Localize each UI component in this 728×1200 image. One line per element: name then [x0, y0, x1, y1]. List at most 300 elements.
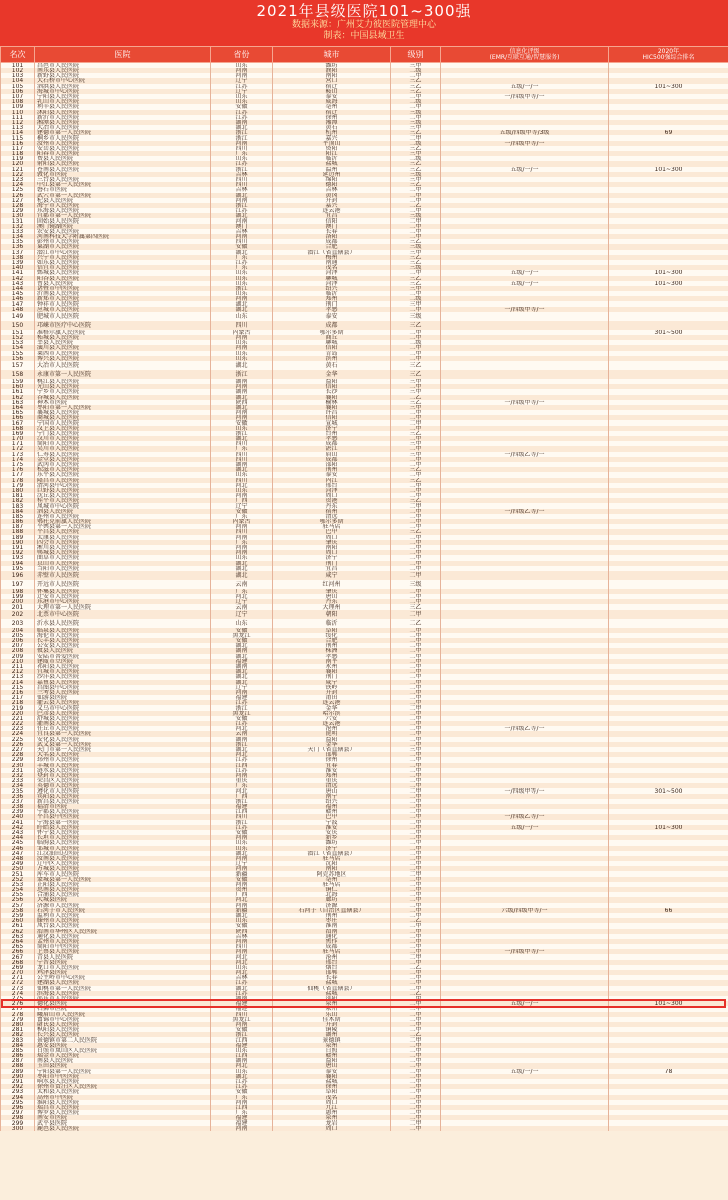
hospital-cell: 天门市第一人民医院: [35, 747, 211, 752]
city-cell: 聊城: [273, 340, 391, 345]
hospital-cell: 库车市人民医院: [35, 871, 211, 876]
city-cell: 淮南: [273, 923, 391, 928]
province-cell: 江苏: [211, 991, 273, 996]
level-cell: 二级: [391, 296, 441, 301]
rank-cell: 160: [1, 384, 35, 389]
hospital-cell: 武义县第一人民医院: [35, 742, 211, 747]
city-cell: 襄阳: [273, 395, 391, 400]
province-cell: 安徽: [211, 628, 273, 633]
level-cell: 二甲: [391, 737, 441, 742]
province-cell: 河南: [211, 1022, 273, 1027]
level-cell: 三级: [391, 265, 441, 270]
level-cell: 二甲: [391, 1037, 441, 1042]
city-cell: 丹东: [273, 599, 391, 604]
hic-rank-cell: [609, 361, 728, 370]
province-cell: 陕西: [211, 929, 273, 934]
hospital-cell: 海宁市人民医院: [35, 203, 211, 208]
rank-cell: 143: [1, 281, 35, 286]
province-cell: 安徽: [211, 877, 273, 882]
province-cell: 江苏: [211, 825, 273, 830]
province-cell: 辽宁: [211, 599, 273, 604]
city-cell: 宿州: [273, 509, 391, 514]
city-cell: 驻马店: [273, 524, 391, 529]
hospital-cell: 敦化市医院: [35, 172, 211, 177]
level-cell: 二甲: [391, 410, 441, 415]
hospital-cell: 金堂县人民医院: [35, 457, 211, 462]
city-cell: 南通: [273, 260, 391, 265]
rank-cell: 262: [1, 929, 35, 934]
city-cell: 湘潭: [273, 120, 391, 125]
province-cell: 河北: [211, 970, 273, 975]
rank-cell: 138: [1, 255, 35, 260]
rank-cell: 104: [1, 78, 35, 83]
it-rating-cell: [441, 619, 609, 628]
hospital-cell: 曹县人民医院: [35, 281, 211, 286]
hospital-cell: 京山市人民医院: [35, 561, 211, 566]
province-cell: 河南: [211, 866, 273, 871]
rank-cell: 121: [1, 167, 35, 172]
level-cell: 二甲: [391, 1105, 441, 1110]
province-cell: 山东: [211, 340, 273, 345]
level-cell: 二甲: [391, 1063, 441, 1068]
hospital-cell: 方城县人民医院: [35, 866, 211, 871]
rank-cell: 112: [1, 120, 35, 125]
hospital-cell: 杞县人民医院: [35, 198, 211, 203]
province-cell: 四川: [211, 944, 273, 949]
province-cell: 河北: [211, 752, 273, 757]
rank-cell: 163: [1, 400, 35, 405]
level-cell: 二甲: [391, 851, 441, 856]
city-cell: 济源: [273, 903, 391, 908]
rank-cell: 111: [1, 115, 35, 120]
level-cell: 三乙: [391, 604, 441, 609]
city-cell: 株洲: [273, 648, 391, 653]
province-cell: 河南: [211, 535, 273, 540]
city-cell: 泉州: [273, 1043, 391, 1048]
city-cell: 宁波: [273, 820, 391, 825]
city-cell: 泉州: [273, 1001, 391, 1006]
province-cell: 四川: [211, 1012, 273, 1017]
level-cell: 三甲: [391, 379, 441, 384]
city-cell: 南阳: [273, 73, 391, 78]
level-cell: 二乙: [391, 1032, 441, 1037]
city-cell: 荆门: [273, 674, 391, 679]
province-cell: 新疆: [211, 908, 273, 913]
level-cell: 二甲: [391, 887, 441, 892]
hospital-cell: 孟州市人民医院: [35, 939, 211, 944]
level-cell: 三乙: [391, 182, 441, 187]
city-cell: 周口: [273, 550, 391, 555]
level-cell: 二甲: [391, 690, 441, 695]
rank-cell: 297: [1, 1110, 35, 1115]
it-rating-cell: 五级/一/一: [441, 1069, 609, 1074]
hospital-cell: 鄂托克前旗人民医院: [35, 519, 211, 524]
province-cell: 河南: [211, 1100, 273, 1105]
hospital-cell: 荣昌区人民医院: [35, 778, 211, 783]
level-cell: 二甲: [391, 135, 441, 140]
hospital-cell: 上蔡县人民医院: [35, 949, 211, 954]
province-cell: 河南: [211, 68, 273, 73]
rank-cell: 217: [1, 695, 35, 700]
hic-rank-cell: 101~300: [609, 167, 728, 172]
province-cell: 广西: [211, 794, 273, 799]
province-cell: 江苏: [211, 84, 273, 89]
province-cell: 安徽: [211, 830, 273, 835]
province-cell: 浙江: [211, 130, 273, 135]
city-cell: 驻马店: [273, 882, 391, 887]
rank-cell: 270: [1, 970, 35, 975]
province-cell: 河南: [211, 296, 273, 301]
province-cell: 吉林: [211, 187, 273, 192]
province-cell: 安徽: [211, 923, 273, 928]
rank-cell: 144: [1, 286, 35, 291]
rank-cell: 210: [1, 659, 35, 664]
city-cell: 通化: [273, 934, 391, 939]
province-cell: 安徽: [211, 1089, 273, 1094]
hospital-cell: 谷城县人民医院: [35, 395, 211, 400]
level-cell: 二甲: [391, 446, 441, 451]
city-cell: 黄石: [273, 361, 391, 370]
city-cell: 金华: [273, 370, 391, 379]
level-cell: 三甲: [391, 747, 441, 752]
rank-cell: 248: [1, 856, 35, 861]
level-cell: 二甲: [391, 835, 441, 840]
city-cell: 荆门: [273, 561, 391, 566]
hospital-cell: 南安市医院: [35, 1115, 211, 1120]
province-cell: 河南: [211, 882, 273, 887]
level-cell: 三级: [391, 580, 441, 589]
city-cell: 成都: [273, 944, 391, 949]
province-cell: 湖北: [211, 851, 273, 856]
hospital-cell: 辽中区人民医院: [35, 861, 211, 866]
level-cell: 三乙: [391, 467, 441, 472]
rank-cell: 200: [1, 599, 35, 604]
hospital-cell: 瑞昌市人民医院: [35, 1105, 211, 1110]
rank-cell: 218: [1, 700, 35, 705]
hospital-cell: 瑞金市人民医院: [35, 1053, 211, 1058]
city-cell: 周口: [273, 493, 391, 498]
level-cell: 二甲: [391, 773, 441, 778]
city-cell: 周口: [273, 1126, 391, 1131]
province-cell: 湖北: [211, 361, 273, 370]
province-cell: 广东: [211, 446, 273, 451]
city-cell: 襄阳: [273, 405, 391, 410]
province-cell: 江西: [211, 763, 273, 768]
province-cell: 河南: [211, 410, 273, 415]
level-cell: 二甲: [391, 897, 441, 902]
province-cell: 广东: [211, 589, 273, 594]
province-cell: 浙江: [211, 820, 273, 825]
rank-cell: 264: [1, 939, 35, 944]
hospital-cell: 正阳县人民医院: [35, 882, 211, 887]
rank-cell: 199: [1, 594, 35, 599]
level-cell: 二甲: [391, 1089, 441, 1094]
province-cell: 河北: [211, 483, 273, 488]
level-cell: 二甲: [391, 514, 441, 519]
level-cell: 二甲: [391, 633, 441, 638]
level-cell: 二级: [391, 68, 441, 73]
rank-cell: 161: [1, 389, 35, 394]
rank-cell: 284: [1, 1043, 35, 1048]
level-cell: 二甲: [391, 457, 441, 462]
city-cell: 仙桃（省直辖县）: [273, 986, 391, 991]
city-cell: 吉林: [273, 187, 391, 192]
rank-cell: 195: [1, 566, 35, 571]
level-cell: 二甲: [391, 975, 441, 980]
province-cell: 安徽: [211, 509, 273, 514]
hospital-cell: 钟祥市人民医院: [35, 301, 211, 306]
level-cell: 三甲: [391, 177, 441, 182]
city-cell: 廊坊: [273, 897, 391, 902]
city-cell: 长春: [273, 975, 391, 980]
hospital-cell: 响水县人民医院: [35, 1079, 211, 1084]
hospital-cell: 徐州市贾汪区人民医院: [35, 1084, 211, 1089]
province-cell: 山东: [211, 555, 273, 560]
hospital-cell: 邳州市人民医院: [35, 757, 211, 762]
rank-cell: 269: [1, 965, 35, 970]
rank-cell: 266: [1, 949, 35, 954]
level-cell: 二甲: [391, 783, 441, 788]
province-cell: 广东: [211, 265, 273, 270]
city-cell: 烟台: [273, 965, 391, 970]
rank-cell: 243: [1, 830, 35, 835]
province-cell: 湖北: [211, 566, 273, 571]
rank-cell: 222: [1, 721, 35, 726]
city-cell: 淮安: [273, 768, 391, 773]
level-cell: 二乙: [391, 991, 441, 996]
province-cell: 山东: [211, 351, 273, 356]
rank-cell: 187: [1, 524, 35, 529]
rank-cell: 241: [1, 820, 35, 825]
city-cell: 赣州: [273, 1053, 391, 1058]
level-cell: 二乙: [391, 203, 441, 208]
level-cell: 二甲: [391, 610, 441, 619]
city-cell: 荆州: [273, 467, 391, 472]
city-cell: 南阳: [273, 866, 391, 871]
level-cell: 二甲: [391, 594, 441, 599]
province-cell: 四川: [211, 814, 273, 819]
hospital-cell: 凤台县人民医院: [35, 923, 211, 928]
rank-cell: 182: [1, 498, 35, 503]
province-cell: 江苏: [211, 208, 273, 213]
hospital-cell: 鄄城县人民医院: [35, 270, 211, 275]
hospital-cell: 如东县人民医院: [35, 260, 211, 265]
province-cell: 江苏: [211, 700, 273, 705]
rank-cell: 298: [1, 1115, 35, 1120]
city-cell: 盐城: [273, 1079, 391, 1084]
province-cell: 河北: [211, 594, 273, 599]
rank-cell: 289: [1, 1069, 35, 1074]
city-cell: 昆明: [273, 731, 391, 736]
level-cell: 二甲: [391, 654, 441, 659]
province-cell: 河南: [211, 234, 273, 239]
it-rating-cell: [441, 370, 609, 379]
province-cell: 江苏: [211, 161, 273, 166]
rank-cell: 212: [1, 669, 35, 674]
rank-cell: 236: [1, 794, 35, 799]
province-cell: 湖北: [211, 436, 273, 441]
province-cell: 浙江: [211, 742, 273, 747]
hospital-cell: 兴宁市人民医院: [35, 255, 211, 260]
level-cell: 二甲: [391, 934, 441, 939]
province-cell: 安徽: [211, 104, 273, 109]
hospital-cell: 新野县人民医院: [35, 73, 211, 78]
province-cell: 四川: [211, 146, 273, 151]
province-cell: 湖北: [211, 986, 273, 991]
city-cell: 台州: [273, 431, 391, 436]
hospital-cell: 永康市第一人民医院: [35, 370, 211, 379]
rank-cell: 189: [1, 535, 35, 540]
rank-cell: 263: [1, 934, 35, 939]
province-cell: 福建: [211, 804, 273, 809]
rank-cell: 268: [1, 960, 35, 965]
hospital-cell: 登封市人民医院: [35, 773, 211, 778]
province-cell: 河南: [211, 903, 273, 908]
city-cell: 邢台: [273, 483, 391, 488]
city-cell: 徐州: [273, 1084, 391, 1089]
level-cell: 二甲: [391, 700, 441, 705]
level-cell: 三乙: [391, 281, 441, 286]
level-cell: 二甲: [391, 814, 441, 819]
province-cell: 湖北: [211, 561, 273, 566]
province-cell: 河南: [211, 545, 273, 550]
rank-cell: 209: [1, 654, 35, 659]
table-row: [1, 1126, 728, 1131]
level-cell: 二甲: [391, 664, 441, 669]
province-cell: 安徽: [211, 716, 273, 721]
level-cell: 二甲: [391, 1022, 441, 1027]
hospital-cell: 宜都市第一人民医院: [35, 213, 211, 218]
level-cell: 二甲: [391, 1100, 441, 1105]
hospital-cell: 费县人民医院: [35, 156, 211, 161]
province-cell: 湖北: [211, 643, 273, 648]
rank-cell: 203: [1, 619, 35, 628]
rank-cell: 207: [1, 643, 35, 648]
hospital-cell: 平舆县第一人民医院: [35, 524, 211, 529]
rank-cell: 120: [1, 161, 35, 166]
level-cell: 三乙: [391, 167, 441, 172]
province-cell: 辽宁: [211, 610, 273, 619]
hospital-cell: 简阳市中医医院: [35, 944, 211, 949]
rank-cell: 261: [1, 923, 35, 928]
hic-rank-cell: 301~500: [609, 330, 728, 335]
city-cell: 孝感: [273, 654, 391, 659]
province-cell: 河北: [211, 788, 273, 793]
hospital-cell: 北票市中心医院: [35, 610, 211, 619]
rank-cell: 239: [1, 809, 35, 814]
it-rating-cell: 一/四级甲等/一: [441, 788, 609, 793]
province-cell: 江西: [211, 809, 273, 814]
city-cell: 驻马店: [273, 949, 391, 954]
city-cell: 郑州: [273, 296, 391, 301]
province-cell: 福建: [211, 1043, 273, 1048]
province-cell: 四川: [211, 452, 273, 457]
province-cell: 河南: [211, 345, 273, 350]
level-cell: 二甲: [391, 1074, 441, 1079]
hospital-cell: 潜江市中心医院: [35, 250, 211, 255]
city-cell: 泰安: [273, 1069, 391, 1074]
rank-cell: 105: [1, 84, 35, 89]
level-cell: 二甲: [391, 488, 441, 493]
level-cell: 二甲: [391, 356, 441, 361]
level-cell: 二甲: [391, 545, 441, 550]
rank-cell: 148: [1, 307, 35, 312]
level-cell: 二甲: [391, 566, 441, 571]
hospital-cell: 监利市人民医院: [35, 913, 211, 918]
level-cell: 二甲: [391, 208, 441, 213]
hic-rank-cell: [609, 321, 728, 330]
city-cell: 温州: [273, 167, 391, 172]
city-cell: 宜昌: [273, 213, 391, 218]
hospital-cell: 沂水县人民医院: [35, 619, 211, 628]
level-cell: 二甲: [391, 944, 441, 949]
level-cell: 二甲: [391, 685, 441, 690]
province-cell: 四川: [211, 182, 273, 187]
hospital-cell: 巢湖市人民医院: [35, 244, 211, 249]
hospital-cell: 惠安县医院: [35, 1043, 211, 1048]
level-cell: 二甲: [391, 752, 441, 757]
city-cell: 临沂: [273, 619, 391, 628]
level-cell: 三乙: [391, 161, 441, 166]
rank-cell: 250: [1, 866, 35, 871]
rank-cell: 130: [1, 213, 35, 218]
hospital-cell: 射阳县人民医院: [35, 161, 211, 166]
province-cell: 四川: [211, 478, 273, 483]
city-cell: 重庆: [273, 778, 391, 783]
hospital-cell: 义乌市中心医院: [35, 705, 211, 710]
province-cell: 湖北: [211, 213, 273, 218]
province-cell: 辽宁: [211, 78, 273, 83]
rank-cell: 155: [1, 351, 35, 356]
rank-cell: 116: [1, 141, 35, 146]
hospital-cell: 宁都县人民医院: [35, 809, 211, 814]
city-cell: 金华: [273, 705, 391, 710]
level-cell: 二甲: [391, 861, 441, 866]
rank-cell: 145: [1, 291, 35, 296]
level-cell: 二甲: [391, 330, 441, 335]
province-cell: 四川: [211, 529, 273, 534]
rank-cell: 171: [1, 441, 35, 446]
city-cell: 开封: [273, 690, 391, 695]
city-cell: 信阳: [273, 218, 391, 223]
hospital-cell: 潢川县人民医院: [35, 345, 211, 350]
province-cell: 湖南: [211, 664, 273, 669]
it-rating-cell: 一/四级甲等/一: [441, 400, 609, 405]
level-cell: 二甲: [391, 436, 441, 441]
city-cell: 北海: [273, 892, 391, 897]
it-rating-cell: 五级/一/一: [441, 84, 609, 89]
city-cell: 信阳: [273, 345, 391, 350]
level-cell: 二甲: [391, 659, 441, 664]
city-cell: 荆州: [273, 643, 391, 648]
province-cell: 湖北: [211, 193, 273, 198]
province-cell: 河南: [211, 493, 273, 498]
hospital-cell: 宁晋县医院: [35, 960, 211, 965]
hospital-cell: 汝州市人民医院: [35, 141, 211, 146]
province-cell: 广东: [211, 540, 273, 545]
col-it-rating: 信息化评级 (EMR/互联互通/智慧服务): [441, 47, 609, 63]
province-cell: 湖南: [211, 996, 273, 1001]
rank-cell: 151: [1, 330, 35, 335]
it-rating-cell: 一/四级甲等/一: [441, 949, 609, 954]
hospital-cell: 大冶市人民医院: [35, 125, 211, 130]
rank-cell: 137: [1, 250, 35, 255]
province-cell: 浙江: [211, 799, 273, 804]
level-cell: 二甲: [391, 384, 441, 389]
hospital-cell: 连州市人民医院: [35, 514, 211, 519]
city-cell: 枣庄: [273, 918, 391, 923]
city-cell: 赣州: [273, 809, 391, 814]
